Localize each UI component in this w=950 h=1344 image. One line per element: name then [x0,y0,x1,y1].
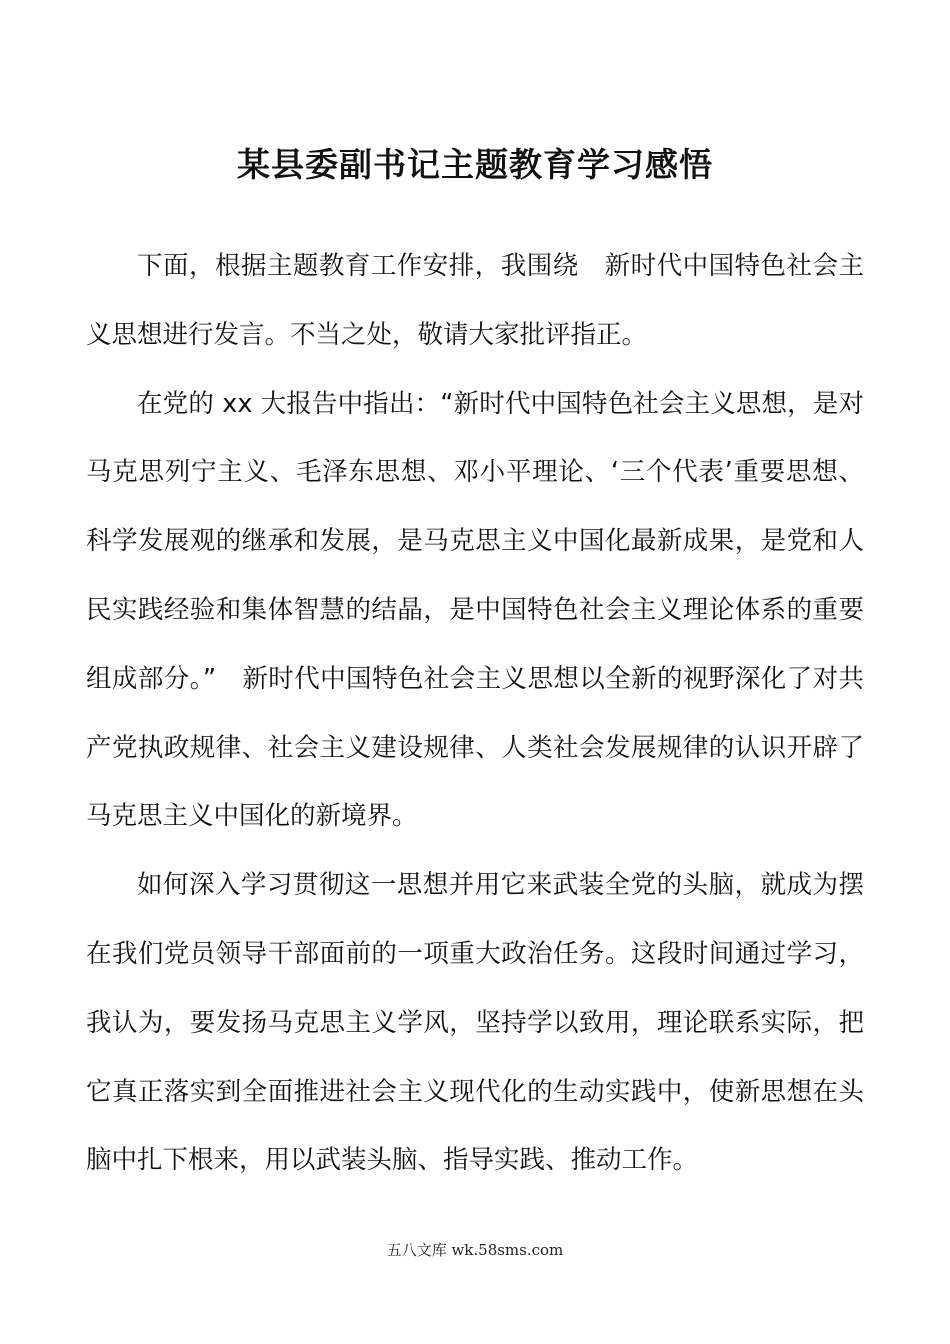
footer-watermark: 五八文库 wk.58sms.com [386,1241,564,1259]
document-title: 某县委副书记主题教育学习感悟 [237,145,713,184]
paragraph-report-quote: 在党的 xx 大报告中指出：“新时代中国特色社会主义思想，是对马克思列宁主义、毛泽东思想、邓小平理论、‘三个代表’重要思想、科学发展观的继承和发展，是马克思主义中国化最新成果，是党和人民实践经验和集体智慧的结晶，是中国特色社会主义理论体系的重要组成部分。” 新时代中国特色社会主义思想以全新的视野深化了对共产党执政规律、社会主义建设规律、人类社会发展规律的认识开辟了马克思主义中国化的新境界。 [86,388,864,832]
paragraph-intro: 下面，根据主题教育工作安排，我围绕 新时代中国特色社会主义思想进行发言。不当之处，敬请大家批评指正。 [86,251,864,350]
paragraph-study-reflection: 如何深入学习贯彻这一思想并用它来武装全党的头脑，就成为摆在我们党员领导干部面前的一项重大政治任务。这段时间通过学习，我认为，要发扬马克思主义学风，坚持学以致用，理论联系实际，把它真正落实到全面推进社会主义现代化的生动实践中，使新思想在头脑中扎下根来，用以武装头脑、指导实践、推动工作。 [86,870,864,1176]
document-body [86,232,864,1195]
